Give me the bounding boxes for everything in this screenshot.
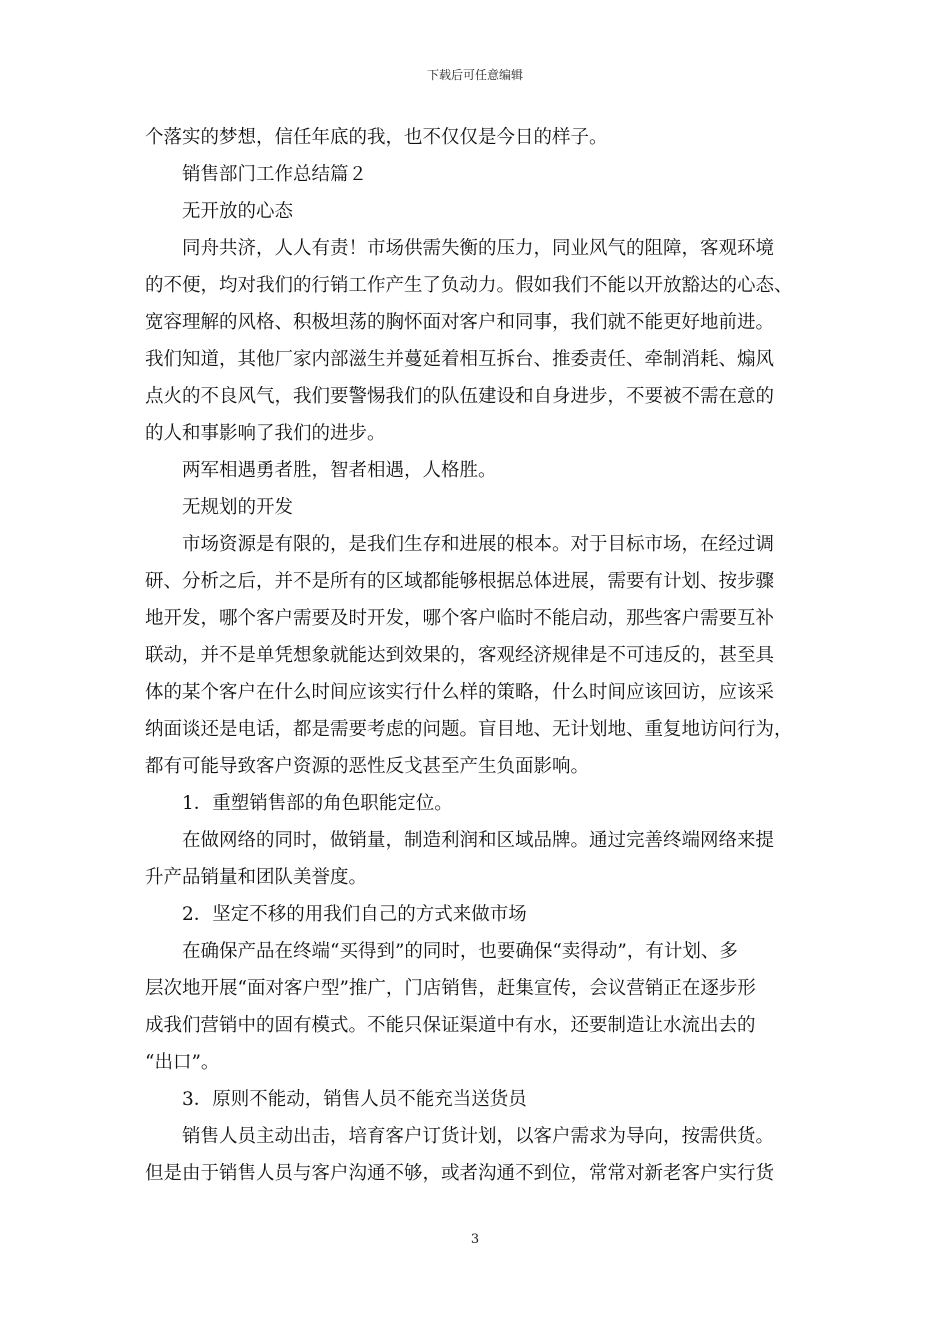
text-line: 都有可能导致客户资源的恶性反戈甚至产生负面影响。 — [145, 756, 590, 777]
text-line: 宽容理解的风格、积极坦荡的胸怀面对客户和同事，我们就不能更好地前进。 — [145, 312, 775, 333]
text-line: 1．重塑销售部的角色职能定位。 — [182, 793, 453, 814]
page-number: 3 — [470, 1232, 480, 1247]
text-line: 无规划的开发 — [182, 497, 294, 518]
text-line: 个落实的梦想，信任年底的我，也不仅仅是今日的样子。 — [145, 127, 608, 148]
text-line: 销售人员主动出击，培育客户订货计划，以客户需求为导向，按需供货。 — [182, 1126, 775, 1147]
text-line: 的不便，均对我们的行销工作产生了负动力。假如我们不能以开放豁达的心态、 — [145, 275, 793, 296]
text-line: 体的某个客户在什么时间应该实行什么样的策略，什么时间应该回访，应该采 — [145, 682, 775, 703]
page-header: 下载后可任意编辑 — [426, 68, 523, 82]
text-line: 2．坚定不移的用我们自己的方式来做市场 — [182, 904, 527, 925]
text-line: 纳面谈还是电话，都是需要考虑的问题。盲目地、无计划地、重复地访问行为， — [145, 719, 793, 740]
text-line: 市场资源是有限的，是我们生存和进展的根本。对于目标市场，在经过调 — [182, 534, 775, 555]
text-line: 3．原则不能动，销售人员不能充当送货员 — [182, 1089, 527, 1110]
text-line: 在做网络的同时，做销量，制造利润和区域品牌。通过完善终端网络来提 — [182, 830, 775, 851]
text-line: 成我们营销中的固有模式。不能只保证渠道中有水，还要制造让水流出去的 — [145, 1015, 756, 1036]
text-line: 无开放的心态 — [182, 201, 294, 222]
text-line: 的人和事影响了我们的进步。 — [145, 423, 386, 444]
text-line: 层次地开展“面对客户型”推广，门店销售，赶集宣传，会议营销正在逐步形 — [145, 978, 756, 999]
text-line: 我们知道，其他厂家内部滋生并蔓延着相互拆台、推委责任、牵制消耗、煽风 — [145, 349, 775, 370]
text-line: 地开发，哪个客户需要及时开发，哪个客户临时不能启动，那些客户需要互补 — [145, 608, 775, 629]
document-body — [145, 119, 811, 1192]
text-line: 点火的不良风气，我们要警惕我们的队伍建设和自身进步，不要被不需在意的 — [145, 386, 775, 407]
text-line: 销售部门工作总结篇２ — [182, 164, 368, 185]
text-line: 在确保产品在终端“买得到”的同时，也要确保“卖得动”，有计划、多 — [182, 941, 738, 962]
text-line: 研、分析之后，并不是所有的区域都能够根据总体进展，需要有计划、按步骤 — [145, 571, 775, 592]
text-line: 升产品销量和团队美誉度。 — [145, 867, 368, 888]
text-line: 联动，并不是单凭想象就能达到效果的，客观经济规律是不可违反的，甚至具 — [145, 645, 775, 666]
text-line: 但是由于销售人员与客户沟通不够，或者沟通不到位，常常对新老客户实行货 — [145, 1163, 775, 1184]
text-line: 同舟共济，人人有责！市场供需失衡的压力，同业风气的阻障，客观环境 — [182, 238, 775, 259]
text-line: “出口”。 — [145, 1052, 220, 1073]
text-line: 两军相遇勇者胜，智者相遇，人格胜。 — [182, 460, 497, 481]
